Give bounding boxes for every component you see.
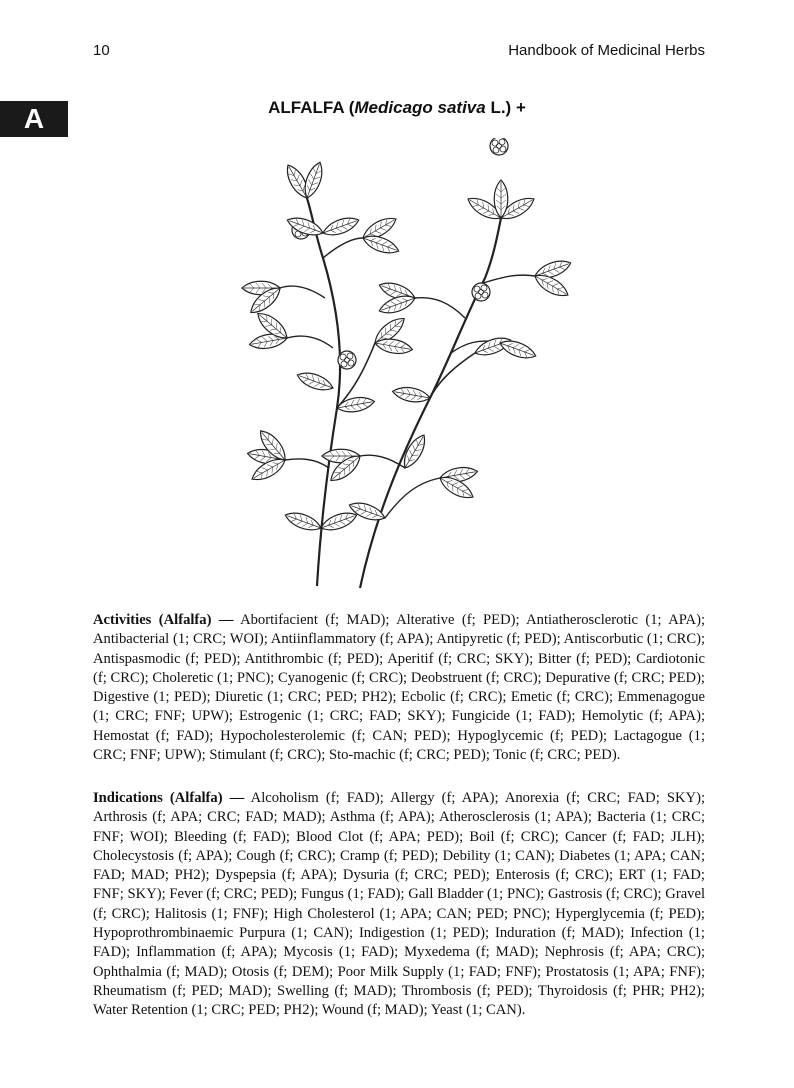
entry-scientific-name: Medicago sativa	[354, 98, 486, 117]
activities-label: Activities (Alfalfa) —	[93, 612, 234, 628]
alfalfa-plant-illustration	[225, 138, 575, 598]
section-letter-tab: A	[0, 101, 68, 137]
entry-common-name: ALFALFA	[268, 98, 344, 117]
entry-open-paren: (	[348, 98, 355, 117]
entry-title	[0, 98, 794, 118]
running-header-title: Handbook of Medicinal Herbs	[508, 42, 705, 59]
activities-paragraph	[93, 611, 705, 765]
indications-paragraph	[93, 789, 705, 1021]
entry-author: L.) +	[490, 98, 526, 117]
page-number: 10	[93, 42, 110, 59]
indications-label: Indications (Alfalfa) —	[93, 790, 245, 806]
activities-text: Abortifacient (f; MAD); Alterative (f; PED); Antiatherosclerotic (1; APA); Antibacterial (1; CRC; WOI); Antiinflammatory (f; APA); Antipyretic (f; PED); Antiscorbutic (1; CRC); Antispasmodic (f; PED); Antithrombic (f; PED); Aperitif (f; CRC; SKY); Bitter (f; PED); Cardiotonic (f; CRC); Choleretic (1; PNC); Cyanogenic (f; CRC); Deobstruent (f; CRC); Depurative (f; CRC; PED); Digestive (1; PED); Diuretic (1; CRC; PED; PH2); Ecbolic (f; CRC); Emetic (f; CRC); Emmenagogue (1; CRC; FNF; UPW); Estrogenic (1; CRC; FAD; SKY); Fungicide (1; FAD); Hemolytic (f; APA); Hemostat (f; FAD); Hypocholesterolemic (f; CAN; PED); Hypoglycemic (f; PED); Lactagogue (1; CRC; FNF; UPW); Stimulant (f; CRC); Sto-machic (f; CRC; PED); Tonic (f; CRC; PED).	[93, 612, 705, 764]
indications-text: Alcoholism (f; FAD); Allergy (f; APA); Anorexia (f; CRC; FAD; SKY); Arthrosis (f; APA; CRC; FAD; MAD); Asthma (f; APA); Atherosclerosis (1; APA); Bacteria (1; CRC; FNF; WOI); Bleeding (f; FAD); Blood Clot (f; APA; PED); Boil (f; CRC); Cancer (f; FAD; JLH); Cholecystosis (f; APA); Cough (f; CRC); Cramp (f; PED); Debility (1; CAN); Diabetes (1; APA; CAN; FAD; MAD; PH2); Dyspepsia (f; APA); Dysuria (f; CRC; PED); Enterosis (f; CRC); ERT (1; FAD; FNF; SKY); Fever (f; CRC; PED); Fungus (1; FAD); Gall Bladder (1; PNC); Gastrosis (f; CRC); Gravel (f; CRC); Halitosis (1; FNF); High Cholesterol (1; APA; CAN; PED; PNC); Hyperglycemia (f; PED); Hypoprothrombinaemic Purpura (1; CAN); Indigestion (1; PED); Induration (f; MAD); Infection (1; FAD); Inflammation (f; APA); Mycosis (1; FAD); Myxedema (f; MAD); Nephrosis (f; APA; CRC); Ophthalmia (f; MAD); Otosis (f; DEM); Poor Milk Supply (1; FAD; FNF); Prostatosis (1; APA; FNF); Rheumatism (f; PED; MAD); Swelling (f; MAD); Thrombosis (f; PED); Thyroidosis (f; PHR; PH2); Water Retention (1; CRC; PED; PH2); Wound (f; MAD); Yeast (1; CAN).	[93, 790, 706, 1019]
